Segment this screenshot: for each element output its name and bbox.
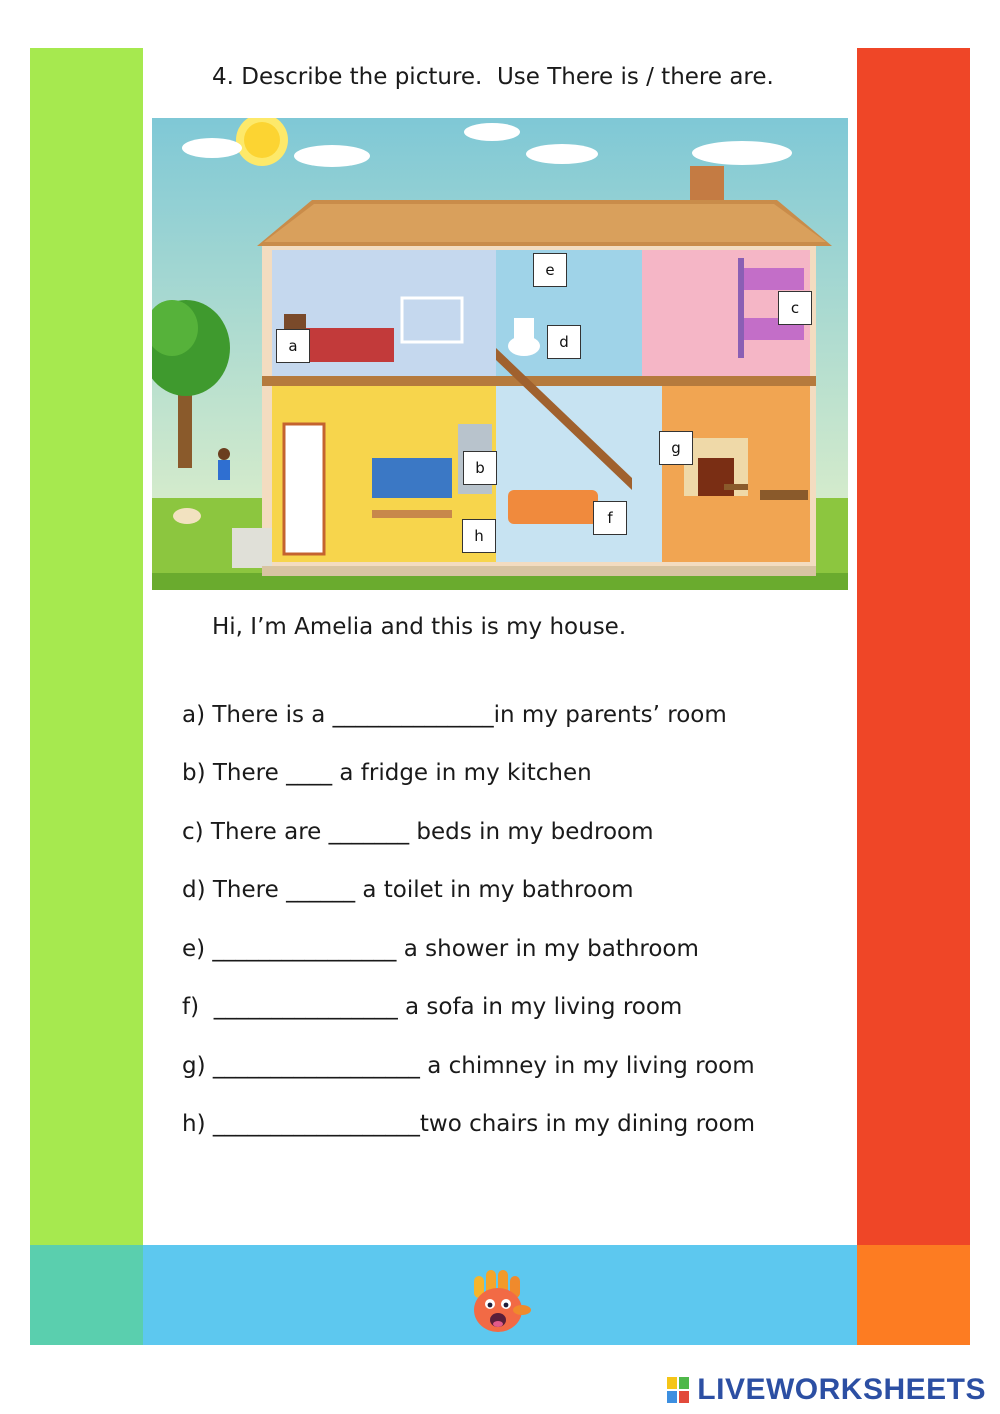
picture-label-h: h [462, 519, 496, 553]
sentence-f[interactable]: f) ________________ a sofa in my living room [182, 994, 683, 1020]
picture-label-d: d [547, 325, 581, 359]
picture-label-a: a [276, 329, 310, 363]
intro-text: Hi, I’m Amelia and this is my house. [212, 614, 627, 640]
sentence-d[interactable]: d) There ______ a toilet in my bathroom [182, 877, 634, 903]
dog-icon [173, 508, 201, 524]
bottom-right-band [857, 1245, 970, 1345]
living-room [496, 386, 662, 562]
exercise-instruction: 4. Describe the picture. Use There is / there are. [212, 64, 774, 90]
hand-mascot-icon [462, 1270, 538, 1334]
picture-label-b: b [463, 451, 497, 485]
picture-label-g: g [659, 431, 693, 465]
picture-label-f: f [593, 501, 627, 535]
sentence-a[interactable]: a) There is a ______________in my parents’ room [182, 702, 727, 728]
liveworksheets-brand [667, 1372, 986, 1408]
brand-name: LIVEWORKSHEETS [697, 1373, 986, 1406]
house-illustration [152, 118, 848, 590]
left-color-band [30, 48, 143, 1245]
picture-label-e: e [533, 253, 567, 287]
sentence-h[interactable]: h) __________________two chairs in my dining room [182, 1111, 756, 1137]
sentence-e[interactable]: e) ________________ a shower in my bathroom [182, 936, 699, 962]
sentence-g[interactable]: g) __________________ a chimney in my living room [182, 1053, 755, 1079]
bottom-left-band [30, 1245, 143, 1345]
liveworksheets-logo-icon [667, 1377, 689, 1403]
house-cross-section-image [152, 118, 848, 590]
sentence-c[interactable]: c) There are _______ beds in my bedroom [182, 819, 654, 845]
sentence-b[interactable]: b) There ____ a fridge in my kitchen [182, 760, 592, 786]
right-color-band [857, 48, 970, 1245]
picture-label-c: c [778, 291, 812, 325]
